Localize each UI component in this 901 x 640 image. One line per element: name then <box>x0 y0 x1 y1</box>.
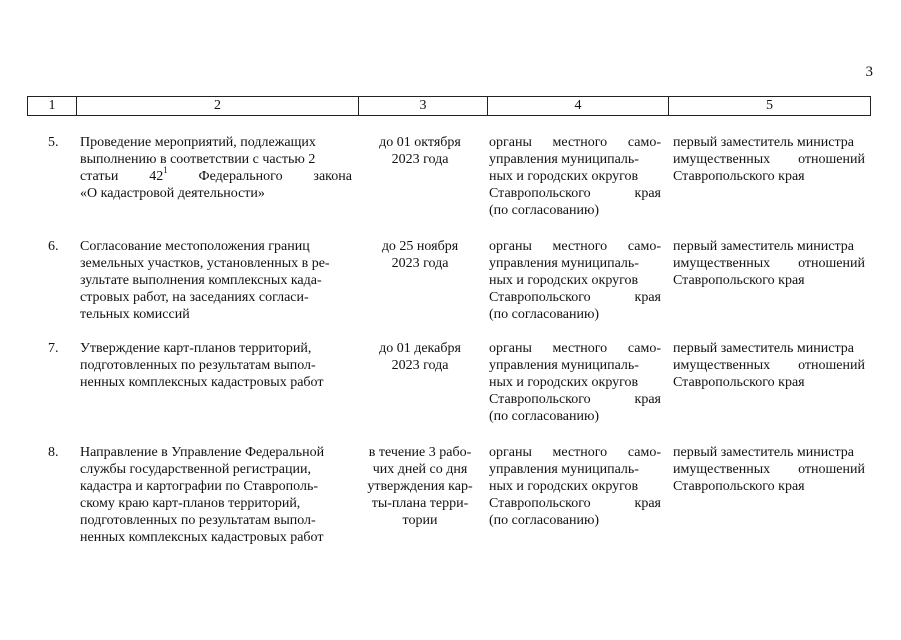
executor-line: Ставропольского края <box>489 496 661 511</box>
responsible-line: первый заместитель министра <box>673 239 854 254</box>
responsible-line: Ставропольского края <box>673 273 805 288</box>
task-word: закона <box>313 169 352 184</box>
column-header-2: 2 <box>76 97 358 115</box>
executor-line: ных и городских округов <box>489 273 639 288</box>
responsible-person <box>673 340 865 391</box>
deadline-line: в течение 3 рабо- <box>368 445 472 460</box>
executor-line: управления муниципаль- <box>489 256 639 271</box>
task-word: $42^1$ <box>149 165 168 184</box>
deadline <box>358 238 482 272</box>
executor-line: ных и городских округов <box>489 375 639 390</box>
responsible-line: имущественных отношений <box>673 462 865 477</box>
responsible-line: первый заместитель министра <box>673 341 854 356</box>
deadline-line: 2023 года <box>391 152 449 167</box>
task-line: Согласование местоположения границ <box>80 239 310 254</box>
task-line: скому краю карт-планов территорий, <box>80 496 301 511</box>
deadline-line: до 01 декабря <box>379 341 461 356</box>
executor-line: Ставропольского края <box>489 290 661 305</box>
task-line: выполнению в соответствии с частью 2 <box>80 152 316 167</box>
deadline <box>358 134 482 168</box>
responsible-person <box>673 238 865 289</box>
task-line: тельных комиссий <box>80 307 190 322</box>
task-line: ненных комплексных кадастровых работ <box>80 530 324 545</box>
responsible-line: имущественных отношений <box>673 152 865 167</box>
executor <box>489 238 661 323</box>
deadline <box>358 340 482 374</box>
task-word: Федерального <box>198 169 283 184</box>
task-line: кадастра и картографии по Ставрополь- <box>80 479 319 494</box>
task-description <box>80 444 352 546</box>
task-description <box>80 134 352 202</box>
task-description <box>80 340 352 391</box>
deadline-line: утверждения кар- <box>367 479 473 494</box>
task-line: зультате выполнения комплексных када- <box>80 273 322 288</box>
deadline-line: до 01 октября <box>379 135 461 150</box>
task-line: подготовленных по результатам выпол- <box>80 358 316 373</box>
executor-line: (по согласованию) <box>489 307 600 322</box>
executor-line: органы местного само- <box>489 341 661 356</box>
executor-line: органы местного само- <box>489 135 661 150</box>
superscript: 1 <box>163 165 168 175</box>
deadline-line: тории <box>402 513 438 528</box>
row-number: 7. <box>48 341 59 356</box>
task-word: статьи <box>80 169 119 184</box>
responsible-line: Ставропольского края <box>673 375 805 390</box>
responsible-line: первый заместитель министра <box>673 445 854 460</box>
executor-line: Ставропольского края <box>489 392 661 407</box>
task-line: Проведение мероприятий, подлежащих <box>80 135 316 150</box>
task-line <box>80 165 352 185</box>
executor-line: управления муниципаль- <box>489 358 639 373</box>
deadline <box>358 444 482 529</box>
responsible-line: Ставропольского края <box>673 479 805 494</box>
deadline-line: чих дней со дня <box>372 462 468 477</box>
column-header-4: 4 <box>487 97 668 115</box>
row-number: 8. <box>48 445 59 460</box>
responsible-person <box>673 134 865 185</box>
responsible-line: первый заместитель министра <box>673 135 854 150</box>
deadline-line: до 25 ноября <box>381 239 459 254</box>
task-line: земельных участков, установленных в ре- <box>80 256 330 271</box>
task-line: «О кадастровой деятельности» <box>80 186 265 201</box>
task-line: стровых работ, на заседаниях согласи- <box>80 290 309 305</box>
executor-line: (по согласованию) <box>489 409 600 424</box>
executor-line: ных и городских округов <box>489 169 639 184</box>
task-line: службы государственной регистрации, <box>80 462 311 477</box>
responsible-line: имущественных отношений <box>673 358 865 373</box>
deadline-line: ты-плана терри- <box>371 496 469 511</box>
executor-line: ных и городских округов <box>489 479 639 494</box>
task-line: Утверждение карт-планов территорий, <box>80 341 312 356</box>
responsible-person <box>673 444 865 495</box>
executor <box>489 134 661 219</box>
row-number: 6. <box>48 239 59 254</box>
responsible-line: имущественных отношений <box>673 256 865 271</box>
task-line: ненных комплексных кадастровых работ <box>80 375 324 390</box>
executor <box>489 340 661 425</box>
column-header-3: 3 <box>358 97 487 115</box>
column-header-5: 5 <box>668 97 870 115</box>
column-header-1: 1 <box>48 98 56 113</box>
executor-line: органы местного само- <box>489 239 661 254</box>
executor-line: управления муниципаль- <box>489 462 639 477</box>
executor-line: органы местного само- <box>489 445 661 460</box>
task-line: Направление в Управление Федеральной <box>80 445 325 460</box>
page-number: 3 <box>865 64 873 80</box>
executor-line: Ставропольского края <box>489 186 661 201</box>
executor-line: (по согласованию) <box>489 203 600 218</box>
deadline-line: 2023 года <box>391 256 449 271</box>
executor-line: (по согласованию) <box>489 513 600 528</box>
deadline-line: 2023 года <box>391 358 449 373</box>
task-line: подготовленных по результатам выпол- <box>80 513 316 528</box>
executor <box>489 444 661 529</box>
row-number: 5. <box>48 135 59 150</box>
responsible-line: Ставропольского края <box>673 169 805 184</box>
task-description <box>80 238 352 323</box>
executor-line: управления муниципаль- <box>489 152 639 167</box>
